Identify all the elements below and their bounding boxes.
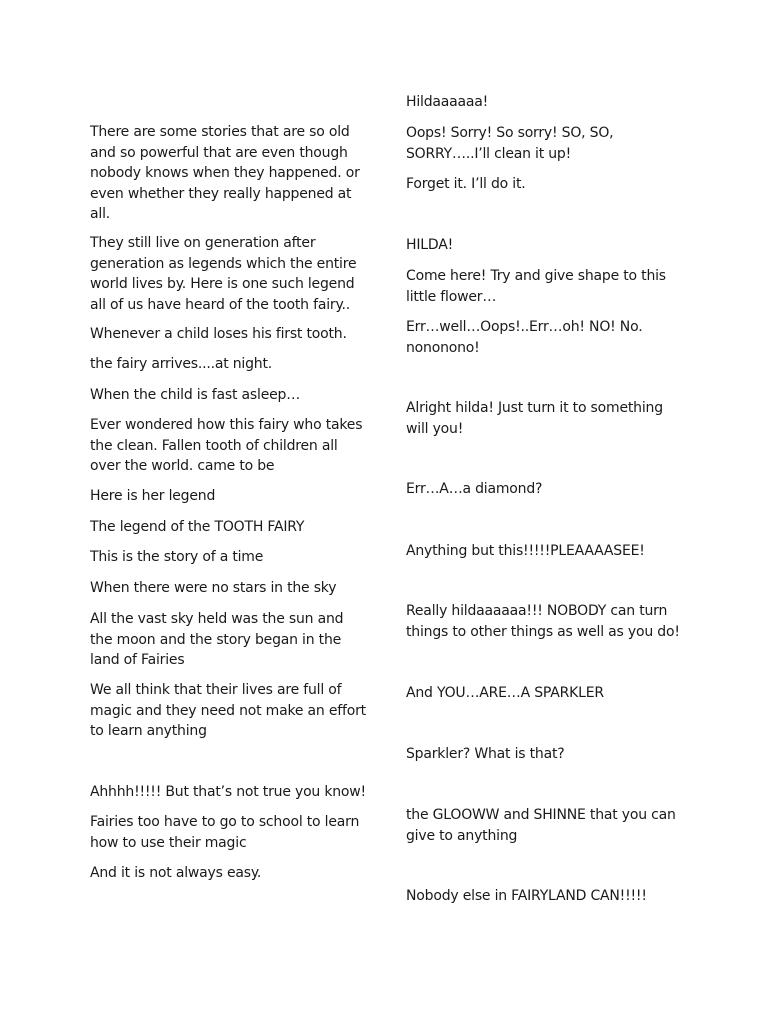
paragraph: Fairies too have to go to school to learn how to use their magic bbox=[90, 814, 360, 851]
paragraph: Ever wondered how this fairy who takes the clean. Fallen tooth of children all over the world. came to be bbox=[90, 417, 363, 474]
paragraph: Come here! Try and give shape to this little flower… bbox=[406, 268, 666, 305]
paragraph: Err…A…a diamond? bbox=[406, 481, 543, 497]
paragraph: We all think that their lives are full of magic and they need not make an effort to learn anything bbox=[90, 682, 366, 739]
paragraph: HILDA! bbox=[406, 237, 453, 253]
paragraph: Ahhhh!!!!! But that’s not true you know! bbox=[90, 784, 366, 800]
paragraph: This is the story of a time bbox=[90, 549, 264, 565]
paragraph: Here is her legend bbox=[90, 488, 216, 504]
paragraph: Nobody else in FAIRYLAND CAN!!!!! bbox=[406, 888, 647, 904]
paragraph: And YOU…ARE…A SPARKLER bbox=[406, 685, 604, 701]
paragraph: The legend of the TOOTH FAIRY bbox=[90, 519, 305, 535]
paragraph: They still live on generation after generation as legends which the entire world lives by. Here is one such legend all of us have heard of the tooth fairy.. bbox=[90, 235, 357, 313]
paragraph: There are some stories that are so old and so powerful that are even though nobody knows when they happened. or even whether they really happened at all. bbox=[90, 124, 360, 222]
paragraph: Hildaaaaaa! bbox=[406, 94, 489, 110]
paragraph: Sparkler? What is that? bbox=[406, 746, 565, 762]
paragraph: Whenever a child loses his first tooth. bbox=[90, 326, 347, 342]
paragraph: All the vast sky held was the sun and the moon and the story began in the land of Fairies bbox=[90, 611, 344, 668]
paragraph: the GLOOWW and SHINNE that you can give to anything bbox=[406, 807, 676, 844]
paragraph: Really hildaaaaaa!!! NOBODY can turn things to other things as well as you do! bbox=[406, 603, 680, 640]
paragraph: Err…well…Oops!..Err…oh! NO! No. nononono! bbox=[406, 319, 643, 356]
paragraph: When the child is fast asleep… bbox=[90, 387, 301, 403]
paragraph: Forget it. I’ll do it. bbox=[406, 176, 526, 192]
paragraph: And it is not always easy. bbox=[90, 865, 262, 881]
paragraph: Oops! Sorry! So sorry! SO, SO, SORRY…..I’ll clean it up! bbox=[406, 125, 614, 162]
paragraph: When there were no stars in the sky bbox=[90, 580, 337, 596]
paragraph: Alright hilda! Just turn it to something will you! bbox=[406, 400, 663, 437]
paragraph: the fairy arrives....at night. bbox=[90, 356, 273, 372]
paragraph: Anything but this!!!!!PLEAAAASEE! bbox=[406, 543, 645, 559]
